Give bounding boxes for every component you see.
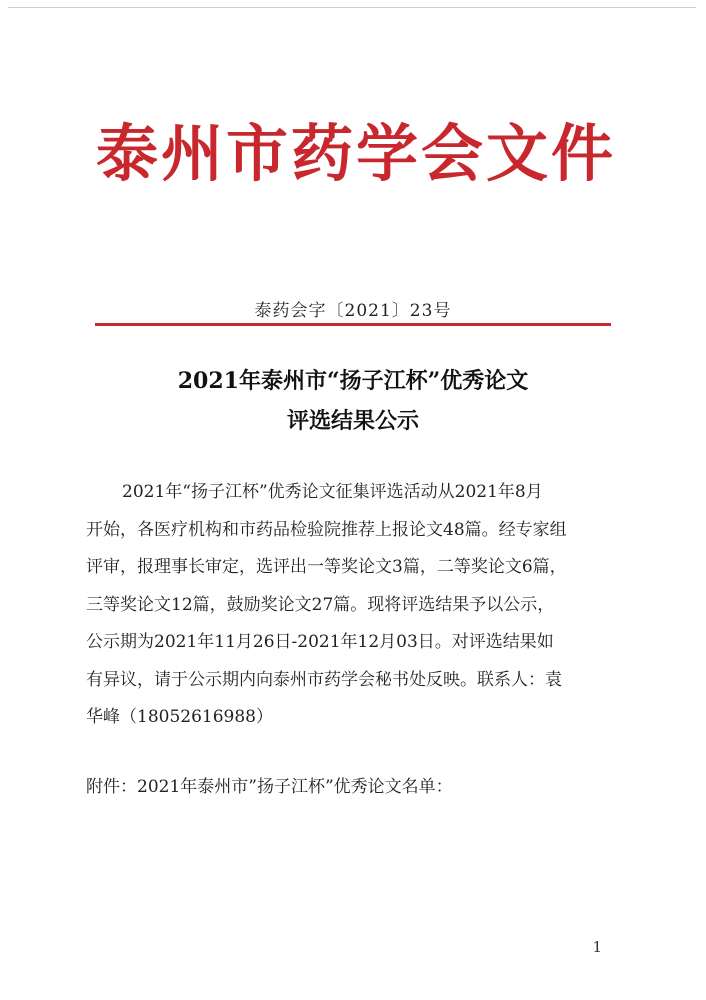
page-top-edge bbox=[8, 7, 696, 8]
body-line-2: 开始，各医疗机构和市药品检验院推荐上报论文48篇。经专家组 bbox=[86, 519, 567, 540]
header-divider-line bbox=[95, 323, 611, 326]
document-header-title: 泰州市药学会文件 bbox=[96, 117, 617, 190]
body-line-1: 2021年“扬子江杯”优秀论文征集评选活动从2021年8月 bbox=[122, 482, 543, 502]
body-line-3: 评审，报理事长审定，选评出一等奖论文3篇，二等奖论文6篇， bbox=[86, 557, 567, 577]
main-title-line-1: 2021年泰州市“扬子江杯”优秀论文 bbox=[177, 368, 529, 394]
page-number: 1 bbox=[592, 938, 602, 956]
body-line-5: 公示期为2021年11月26日-2021年12月03日。对评选结果如 bbox=[86, 632, 554, 652]
main-title-line-2: 评选结果公示 bbox=[286, 408, 419, 434]
document-number: 泰药会字〔2021〕23号 bbox=[254, 301, 452, 321]
body-line-4: 三等奖论文12篇，鼓励奖论文27篇。现将评选结果予以公示， bbox=[86, 594, 555, 615]
body-line-7: 华峰（18052616988） bbox=[86, 707, 273, 727]
body-paragraph bbox=[86, 474, 626, 737]
body-line-6: 有异议，请于公示期内向泰州市药学会秘书处反映。联系人：袁 bbox=[86, 669, 562, 690]
attachment-line: 附件：2021年泰州市”扬子江杯”优秀论文名单： bbox=[86, 777, 453, 797]
